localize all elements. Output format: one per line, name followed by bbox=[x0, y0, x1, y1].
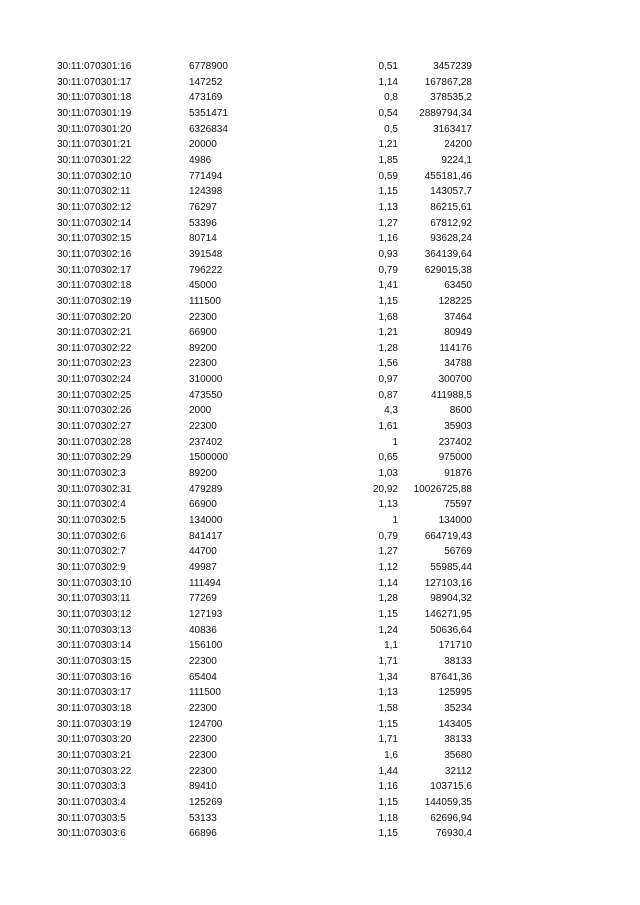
quantity-cell: 771494 bbox=[189, 170, 223, 182]
cadastral-number-cell: 30:11:070303:11 bbox=[57, 593, 131, 605]
amount-cell: 167867,28 bbox=[424, 76, 472, 88]
quantity-cell: 77269 bbox=[189, 593, 217, 605]
cadastral-number-cell: 30:11:070302:28 bbox=[57, 436, 132, 448]
quantity-cell: 22300 bbox=[189, 749, 217, 761]
coefficient-cell: 1,41 bbox=[378, 280, 398, 292]
table-row bbox=[0, 466, 640, 482]
coefficient-cell: 1,56 bbox=[378, 358, 398, 370]
coefficient-cell: 1,21 bbox=[378, 327, 398, 339]
table-row bbox=[0, 717, 640, 733]
amount-cell: 67812,92 bbox=[430, 217, 472, 229]
coefficient-cell: 1,71 bbox=[378, 655, 398, 667]
cadastral-number-cell: 30:11:070302:25 bbox=[57, 389, 132, 401]
coefficient-cell: 1,21 bbox=[378, 139, 398, 151]
cadastral-number-cell: 30:11:070301:18 bbox=[57, 92, 132, 104]
table-row bbox=[0, 310, 640, 326]
table-row bbox=[0, 576, 640, 592]
quantity-cell: 473169 bbox=[189, 92, 223, 104]
amount-cell: 34788 bbox=[444, 358, 472, 370]
quantity-cell: 1500000 bbox=[189, 452, 228, 464]
amount-cell: 62696,94 bbox=[430, 812, 472, 824]
amount-cell: 32112 bbox=[444, 765, 472, 777]
amount-cell: 87641,36 bbox=[430, 671, 472, 683]
cadastral-number-cell: 30:11:070302:17 bbox=[57, 264, 132, 276]
cadastral-number-cell: 30:11:070302:21 bbox=[57, 327, 132, 339]
cadastral-number-cell: 30:11:070301:16 bbox=[57, 61, 132, 72]
cadastral-number-cell: 30:11:070301:19 bbox=[57, 107, 132, 119]
coefficient-cell: 1,03 bbox=[378, 468, 398, 480]
coefficient-cell: 1,27 bbox=[378, 546, 398, 558]
quantity-cell: 53133 bbox=[189, 812, 217, 824]
table-row bbox=[0, 795, 640, 811]
table-row bbox=[0, 435, 640, 451]
table-row bbox=[0, 106, 640, 122]
amount-cell: 38133 bbox=[444, 655, 472, 667]
amount-cell: 975000 bbox=[438, 452, 472, 464]
amount-cell: 171710 bbox=[438, 640, 472, 652]
quantity-cell: 4986 bbox=[189, 154, 212, 166]
table-row bbox=[0, 122, 640, 138]
table-row bbox=[0, 591, 640, 607]
coefficient-cell: 0,51 bbox=[378, 61, 398, 72]
cadastral-number-cell: 30:11:070303:17 bbox=[57, 687, 132, 699]
cadastral-number-cell: 30:11:070303:6 bbox=[57, 828, 126, 840]
amount-cell: 10026725,88 bbox=[413, 483, 472, 495]
table-row bbox=[0, 247, 640, 263]
amount-cell: 128225 bbox=[438, 295, 472, 307]
amount-cell: 75597 bbox=[444, 499, 472, 511]
cadastral-number-cell: 30:11:070301:21 bbox=[57, 139, 132, 151]
quantity-cell: 124700 bbox=[189, 718, 223, 730]
amount-cell: 146271,95 bbox=[424, 608, 472, 620]
amount-cell: 35234 bbox=[444, 702, 472, 714]
table-row bbox=[0, 701, 640, 717]
cadastral-number-cell: 30:11:070303:18 bbox=[57, 702, 132, 714]
cadastral-number-cell: 30:11:070302:3 bbox=[57, 468, 126, 480]
amount-cell: 35680 bbox=[444, 749, 472, 761]
coefficient-cell: 0,93 bbox=[378, 248, 398, 260]
quantity-cell: 89200 bbox=[189, 468, 217, 480]
coefficient-cell: 4,3 bbox=[384, 405, 398, 417]
amount-cell: 93628,24 bbox=[430, 233, 472, 245]
coefficient-cell: 1,27 bbox=[378, 217, 398, 229]
amount-cell: 8600 bbox=[449, 405, 472, 417]
coefficient-cell: 0,87 bbox=[378, 389, 398, 401]
coefficient-cell: 0,65 bbox=[378, 452, 398, 464]
coefficient-cell: 1,44 bbox=[378, 765, 398, 777]
quantity-cell: 479289 bbox=[189, 483, 223, 495]
quantity-cell: 76297 bbox=[189, 201, 217, 213]
coefficient-cell: 20,92 bbox=[372, 483, 398, 495]
quantity-cell: 124398 bbox=[189, 186, 223, 198]
coefficient-cell: 1,28 bbox=[378, 593, 398, 605]
amount-cell: 629015,38 bbox=[424, 264, 472, 276]
cadastral-number-cell: 30:11:070303:16 bbox=[57, 671, 132, 683]
amount-cell: 378535,2 bbox=[430, 92, 472, 104]
amount-cell: 300700 bbox=[438, 374, 472, 386]
table-row bbox=[0, 513, 640, 529]
amount-cell: 91876 bbox=[444, 468, 472, 480]
cadastral-number-cell: 30:11:070303:14 bbox=[57, 640, 132, 652]
coefficient-cell: 1,24 bbox=[378, 624, 398, 636]
cadastral-number-cell: 30:11:070302:6 bbox=[57, 530, 126, 542]
quantity-cell: 22300 bbox=[189, 421, 217, 433]
quantity-cell: 2000 bbox=[189, 405, 212, 417]
coefficient-cell: 1,13 bbox=[378, 687, 398, 699]
amount-cell: 143057,7 bbox=[430, 186, 472, 198]
coefficient-cell: 0,79 bbox=[378, 264, 398, 276]
quantity-cell: 473550 bbox=[189, 389, 223, 401]
quantity-cell: 66900 bbox=[189, 327, 217, 339]
coefficient-cell: 1,68 bbox=[378, 311, 398, 323]
coefficient-cell: 1,13 bbox=[378, 201, 398, 213]
table-row bbox=[0, 388, 640, 404]
quantity-cell: 22300 bbox=[189, 655, 217, 667]
table-row bbox=[0, 560, 640, 576]
cadastral-number-cell: 30:11:070303:13 bbox=[57, 624, 132, 636]
coefficient-cell: 1,18 bbox=[378, 812, 398, 824]
coefficient-cell: 1,61 bbox=[378, 421, 398, 433]
amount-cell: 114176 bbox=[439, 342, 472, 354]
table-row bbox=[0, 497, 640, 513]
quantity-cell: 45000 bbox=[189, 280, 217, 292]
coefficient-cell: 1,28 bbox=[378, 342, 398, 354]
amount-cell: 127103,16 bbox=[424, 577, 472, 589]
cadastral-number-cell: 30:11:070303:22 bbox=[57, 765, 132, 777]
quantity-cell: 22300 bbox=[189, 358, 217, 370]
table-row bbox=[0, 137, 640, 153]
table-row bbox=[0, 341, 640, 357]
table-row bbox=[0, 184, 640, 200]
table-row bbox=[0, 278, 640, 294]
coefficient-cell: 0,59 bbox=[378, 170, 398, 182]
quantity-cell: 237402 bbox=[189, 436, 223, 448]
quantity-cell: 89410 bbox=[189, 781, 217, 793]
quantity-cell: 80714 bbox=[189, 233, 217, 245]
coefficient-cell: 0,8 bbox=[384, 92, 398, 104]
table-row bbox=[0, 811, 640, 827]
cadastral-number-cell: 30:11:070303:3 bbox=[57, 781, 126, 793]
table-row bbox=[0, 529, 640, 545]
table-row bbox=[0, 638, 640, 654]
amount-cell: 86215,61 bbox=[430, 201, 472, 213]
table-row bbox=[0, 482, 640, 498]
cadastral-number-cell: 30:11:070302:31 bbox=[57, 483, 132, 495]
amount-cell: 103715,6 bbox=[430, 781, 472, 793]
amount-cell: 664719,43 bbox=[424, 530, 472, 542]
cadastral-number-cell: 30:11:070303:5 bbox=[57, 812, 126, 824]
cadastral-number-cell: 30:11:070301:17 bbox=[57, 76, 132, 88]
quantity-cell: 156100 bbox=[189, 640, 223, 652]
coefficient-cell: 1 bbox=[392, 436, 398, 448]
amount-cell: 35903 bbox=[444, 421, 472, 433]
amount-cell: 98904,32 bbox=[430, 593, 472, 605]
data-table bbox=[0, 59, 640, 842]
amount-cell: 455181,46 bbox=[424, 170, 472, 182]
amount-cell: 3163417 bbox=[433, 123, 472, 135]
cadastral-number-cell: 30:11:070303:15 bbox=[57, 655, 132, 667]
table-row bbox=[0, 403, 640, 419]
table-row bbox=[0, 294, 640, 310]
coefficient-cell: 1,58 bbox=[378, 702, 398, 714]
amount-cell: 134000 bbox=[438, 515, 472, 527]
table-row bbox=[0, 75, 640, 91]
coefficient-cell: 1,6 bbox=[384, 749, 398, 761]
coefficient-cell: 1,13 bbox=[378, 499, 398, 511]
table-row bbox=[0, 654, 640, 670]
amount-cell: 55985,44 bbox=[430, 562, 472, 573]
table-row bbox=[0, 419, 640, 435]
coefficient-cell: 0,5 bbox=[384, 123, 398, 135]
quantity-cell: 111494 bbox=[189, 577, 221, 589]
amount-cell: 37464 bbox=[444, 311, 472, 323]
cadastral-number-cell: 30:11:070301:22 bbox=[57, 154, 132, 166]
quantity-cell: 22300 bbox=[189, 702, 217, 714]
quantity-cell: 841417 bbox=[189, 530, 223, 542]
coefficient-cell: 1,15 bbox=[378, 796, 398, 808]
table-row bbox=[0, 231, 640, 247]
cadastral-number-cell: 30:11:070303:12 bbox=[57, 608, 132, 620]
table-row bbox=[0, 779, 640, 795]
quantity-cell: 44700 bbox=[189, 546, 217, 558]
cadastral-number-cell: 30:11:070302:19 bbox=[57, 295, 132, 307]
amount-cell: 237402 bbox=[438, 436, 472, 448]
amount-cell: 56769 bbox=[444, 546, 472, 558]
quantity-cell: 796222 bbox=[189, 264, 223, 276]
table-row bbox=[0, 826, 640, 842]
cadastral-number-cell: 30:11:070302:26 bbox=[57, 405, 132, 417]
quantity-cell: 6326834 bbox=[189, 123, 228, 135]
quantity-cell: 89200 bbox=[189, 342, 217, 354]
coefficient-cell: 1,34 bbox=[378, 671, 398, 683]
table-row bbox=[0, 623, 640, 639]
coefficient-cell: 1,15 bbox=[378, 608, 398, 620]
coefficient-cell: 1,15 bbox=[378, 718, 398, 730]
cadastral-number-cell: 30:11:070303:20 bbox=[57, 734, 132, 746]
amount-cell: 364139,64 bbox=[424, 248, 472, 260]
amount-cell: 50636,64 bbox=[430, 624, 472, 636]
table-row bbox=[0, 544, 640, 560]
quantity-cell: 22300 bbox=[189, 311, 217, 323]
cadastral-number-cell: 30:11:070301:20 bbox=[57, 123, 132, 135]
quantity-cell: 5351471 bbox=[189, 107, 228, 119]
cadastral-number-cell: 30:11:070302:16 bbox=[57, 248, 132, 260]
cadastral-number-cell: 30:11:070303:4 bbox=[57, 796, 126, 808]
coefficient-cell: 1,12 bbox=[378, 562, 398, 573]
coefficient-cell: 0,79 bbox=[378, 530, 398, 542]
cadastral-number-cell: 30:11:070302:15 bbox=[57, 233, 132, 245]
table-row bbox=[0, 325, 640, 341]
cadastral-number-cell: 30:11:070302:11 bbox=[57, 186, 131, 198]
amount-cell: 125995 bbox=[438, 687, 472, 699]
quantity-cell: 22300 bbox=[189, 765, 217, 777]
coefficient-cell: 1,15 bbox=[378, 828, 398, 840]
amount-cell: 24200 bbox=[444, 139, 472, 151]
amount-cell: 63450 bbox=[444, 280, 472, 292]
quantity-cell: 127193 bbox=[189, 608, 223, 620]
cadastral-number-cell: 30:11:070302:18 bbox=[57, 280, 132, 292]
coefficient-cell: 1,14 bbox=[378, 76, 398, 88]
table-row bbox=[0, 764, 640, 780]
cadastral-number-cell: 30:11:070302:22 bbox=[57, 342, 132, 354]
cadastral-number-cell: 30:11:070303:21 bbox=[57, 749, 132, 761]
table-row bbox=[0, 450, 640, 466]
quantity-cell: 66896 bbox=[189, 828, 217, 840]
quantity-cell: 391548 bbox=[189, 248, 223, 260]
table-row bbox=[0, 216, 640, 232]
coefficient-cell: 1 bbox=[392, 515, 398, 527]
cadastral-number-cell: 30:11:070302:23 bbox=[57, 358, 132, 370]
cadastral-number-cell: 30:11:070303:10 bbox=[57, 577, 132, 589]
coefficient-cell: 1,85 bbox=[378, 154, 398, 166]
coefficient-cell: 1,15 bbox=[378, 295, 398, 307]
quantity-cell: 111500 bbox=[189, 295, 221, 307]
coefficient-cell: 1,1 bbox=[384, 640, 398, 652]
coefficient-cell: 1,15 bbox=[378, 186, 398, 198]
amount-cell: 3457239 bbox=[433, 61, 472, 72]
table-row bbox=[0, 748, 640, 764]
quantity-cell: 20000 bbox=[189, 139, 217, 151]
quantity-cell: 147252 bbox=[189, 76, 223, 88]
cadastral-number-cell: 30:11:070302:7 bbox=[57, 546, 126, 558]
table-row bbox=[0, 200, 640, 216]
table-row bbox=[0, 169, 640, 185]
cadastral-number-cell: 30:11:070302:9 bbox=[57, 562, 126, 573]
table-row bbox=[0, 90, 640, 106]
coefficient-cell: 0,54 bbox=[378, 107, 398, 119]
quantity-cell: 66900 bbox=[189, 499, 217, 511]
coefficient-cell: 1,16 bbox=[378, 781, 398, 793]
cadastral-number-cell: 30:11:070302:24 bbox=[57, 374, 132, 386]
amount-cell: 411988,5 bbox=[431, 389, 472, 401]
amount-cell: 144059,35 bbox=[424, 796, 472, 808]
table-row bbox=[0, 263, 640, 279]
table-row bbox=[0, 732, 640, 748]
amount-cell: 80949 bbox=[444, 327, 472, 339]
cadastral-number-cell: 30:11:070302:12 bbox=[57, 201, 132, 213]
quantity-cell: 22300 bbox=[189, 734, 217, 746]
amount-cell: 143405 bbox=[438, 718, 472, 730]
coefficient-cell: 1,71 bbox=[378, 734, 398, 746]
coefficient-cell: 0,97 bbox=[378, 374, 398, 386]
cadastral-number-cell: 30:11:070302:14 bbox=[57, 217, 132, 229]
table-row bbox=[0, 670, 640, 686]
quantity-cell: 111500 bbox=[189, 687, 221, 699]
cadastral-number-cell: 30:11:070303:19 bbox=[57, 718, 132, 730]
amount-cell: 2889794,34 bbox=[419, 107, 472, 119]
quantity-cell: 49987 bbox=[189, 562, 217, 573]
quantity-cell: 310000 bbox=[189, 374, 223, 386]
quantity-cell: 134000 bbox=[189, 515, 223, 527]
coefficient-cell: 1,16 bbox=[378, 233, 398, 245]
cadastral-number-cell: 30:11:070302:10 bbox=[57, 170, 132, 182]
quantity-cell: 125269 bbox=[189, 796, 223, 808]
cadastral-number-cell: 30:11:070302:5 bbox=[57, 515, 126, 527]
quantity-cell: 65404 bbox=[189, 671, 217, 683]
cadastral-number-cell: 30:11:070302:27 bbox=[57, 421, 132, 433]
cadastral-number-cell: 30:11:070302:4 bbox=[57, 499, 126, 511]
amount-cell: 76930,4 bbox=[435, 828, 472, 840]
table-row bbox=[0, 372, 640, 388]
quantity-cell: 6778900 bbox=[189, 61, 228, 72]
quantity-cell: 53396 bbox=[189, 217, 217, 229]
amount-cell: 38133 bbox=[444, 734, 472, 746]
table-row bbox=[0, 356, 640, 372]
quantity-cell: 40836 bbox=[189, 624, 217, 636]
amount-cell: 9224,1 bbox=[441, 154, 472, 166]
cadastral-number-cell: 30:11:070302:20 bbox=[57, 311, 132, 323]
coefficient-cell: 1,14 bbox=[378, 577, 398, 589]
table-row bbox=[0, 685, 640, 701]
table-row bbox=[0, 153, 640, 169]
table-row bbox=[0, 607, 640, 623]
cadastral-number-cell: 30:11:070302:29 bbox=[57, 452, 132, 464]
table-row bbox=[0, 59, 640, 75]
